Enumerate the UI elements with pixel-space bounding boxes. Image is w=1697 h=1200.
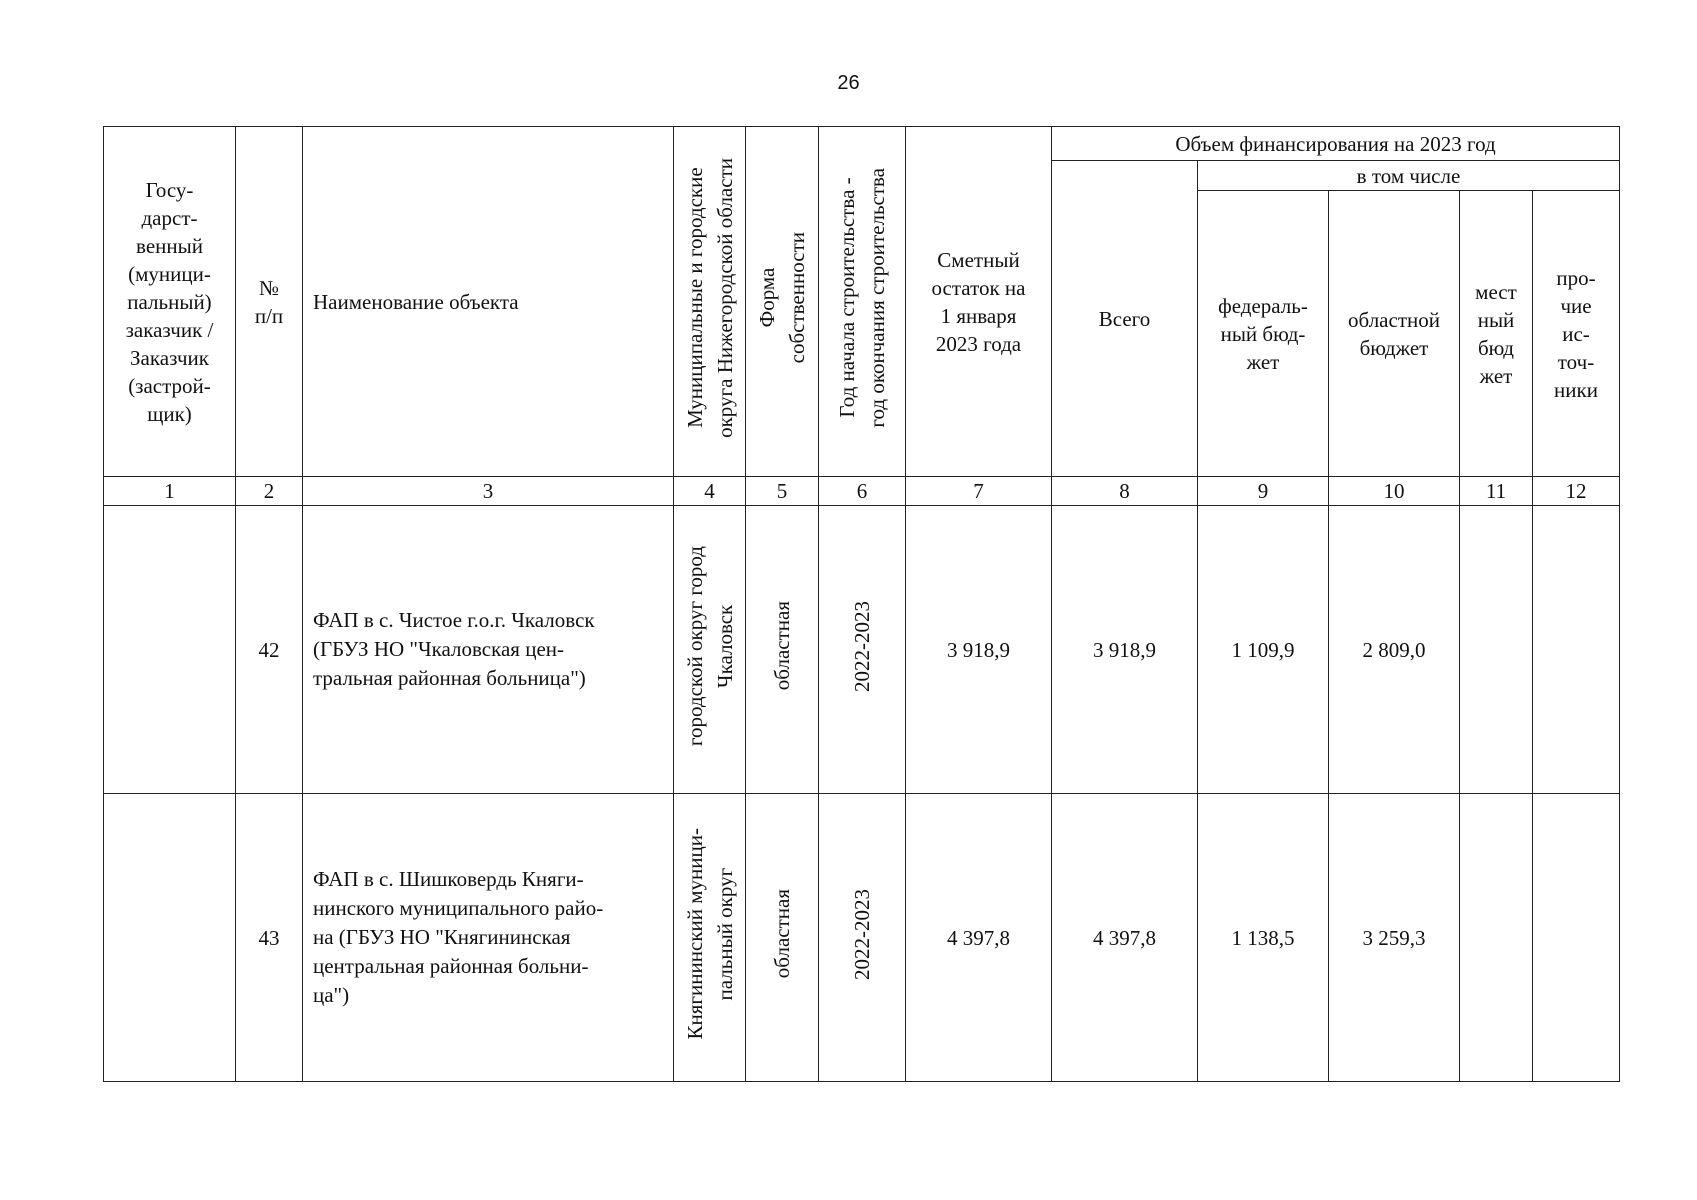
cell-federal: 1 138,5 bbox=[1198, 794, 1329, 1082]
cell-regional: 2 809,0 bbox=[1329, 506, 1460, 794]
header-construction-years: Год начала строительства - год окончания строительства bbox=[819, 127, 906, 477]
header-municipal-district: Муниципальные и городские округа Нижегородской области bbox=[674, 127, 746, 477]
cell-district: Княгининский муници- пальный округ bbox=[674, 794, 746, 1082]
column-number: 4 bbox=[674, 477, 746, 506]
cell-customer bbox=[104, 506, 236, 794]
cell-num: 43 bbox=[236, 794, 303, 1082]
header-total: Всего bbox=[1052, 161, 1198, 477]
cell-federal: 1 109,9 bbox=[1198, 506, 1329, 794]
column-number: 9 bbox=[1198, 477, 1329, 506]
table-row bbox=[104, 506, 1620, 794]
column-number: 12 bbox=[1533, 477, 1620, 506]
header-federal-budget: федераль- ный бюд- жет bbox=[1198, 191, 1329, 477]
header-local-budget: мест ный бюд жет bbox=[1460, 191, 1533, 477]
financing-table bbox=[103, 126, 1620, 1082]
header-ownership: Форма собственности bbox=[746, 127, 819, 477]
cell-other bbox=[1533, 794, 1620, 1082]
header-object-name: Наименование объекта bbox=[303, 127, 674, 477]
header-estimated-balance: Сметный остаток на 1 января 2023 года bbox=[906, 127, 1052, 477]
cell-district: городской округ город Чкаловск bbox=[674, 506, 746, 794]
cell-estimated-balance: 4 397,8 bbox=[906, 794, 1052, 1082]
column-number: 2 bbox=[236, 477, 303, 506]
column-number: 3 bbox=[303, 477, 674, 506]
cell-customer bbox=[104, 794, 236, 1082]
column-number: 8 bbox=[1052, 477, 1198, 506]
cell-years: 2022-2023 bbox=[819, 506, 906, 794]
cell-num: 42 bbox=[236, 506, 303, 794]
cell-ownership: областная bbox=[746, 794, 819, 1082]
header-financing-2023: Объем финансирования на 2023 год bbox=[1052, 127, 1620, 161]
column-number: 5 bbox=[746, 477, 819, 506]
column-number: 7 bbox=[906, 477, 1052, 506]
header-including: в том числе bbox=[1198, 161, 1620, 191]
column-number: 6 bbox=[819, 477, 906, 506]
table-row bbox=[104, 794, 1620, 1082]
cell-object-name: ФАП в с. Чистое г.о.г. Чкаловск (ГБУЗ НО "Чкаловская цен- тральная районная больница") bbox=[303, 506, 674, 794]
cell-local bbox=[1460, 506, 1533, 794]
cell-years: 2022-2023 bbox=[819, 794, 906, 1082]
page-number: 26 bbox=[837, 72, 860, 94]
cell-ownership: областная bbox=[746, 506, 819, 794]
header-customer: Госу- дарст- венный (муници- пальный) заказчик / Заказчик (застрой- щик) bbox=[104, 127, 236, 477]
header-other-sources: про- чие ис- точ- ники bbox=[1533, 191, 1620, 477]
header-num: № п/п bbox=[236, 127, 303, 477]
header-regional-budget: областной бюджет bbox=[1329, 191, 1460, 477]
cell-total: 4 397,8 bbox=[1052, 794, 1198, 1082]
column-number: 11 bbox=[1460, 477, 1533, 506]
cell-estimated-balance: 3 918,9 bbox=[906, 506, 1052, 794]
column-number: 1 bbox=[104, 477, 236, 506]
column-number: 10 bbox=[1329, 477, 1460, 506]
column-number-row bbox=[104, 477, 1620, 506]
cell-total: 3 918,9 bbox=[1052, 506, 1198, 794]
cell-regional: 3 259,3 bbox=[1329, 794, 1460, 1082]
cell-object-name: ФАП в с. Шишковердь Княги- нинского муниципального райо- на (ГБУЗ НО "Княгининская центральная районная больни- ца") bbox=[303, 794, 674, 1082]
cell-local bbox=[1460, 794, 1533, 1082]
cell-other bbox=[1533, 506, 1620, 794]
